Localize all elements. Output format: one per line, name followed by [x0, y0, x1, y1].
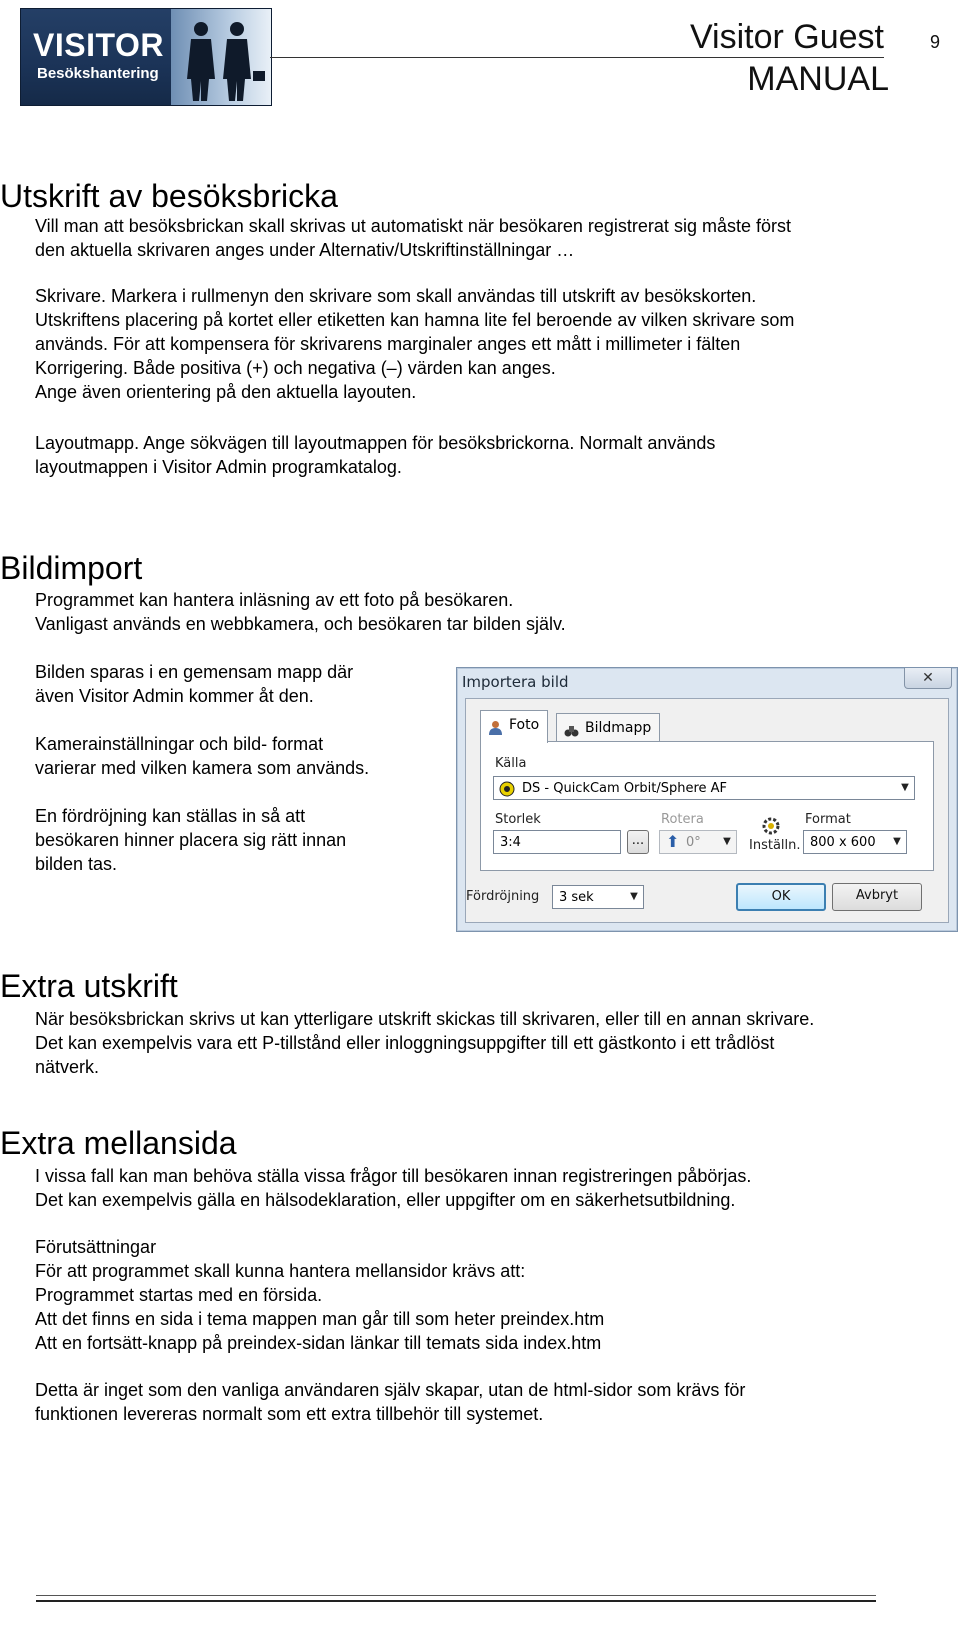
- paragraph-bildimport-4: En fördröjning kan ställas in så att besökaren hinner placera sig rätt innan bilden tas.: [35, 806, 347, 874]
- document-subtitle: MANUAL: [747, 60, 889, 98]
- footer-rule-thick: [36, 1600, 876, 1602]
- delay-value: 3 sek: [559, 890, 594, 905]
- arrow-up-icon: ⬆: [666, 832, 680, 851]
- foto-panel: [480, 741, 934, 871]
- format-value: 800 x 600: [810, 835, 876, 850]
- delay-select[interactable]: [552, 885, 644, 909]
- person-icon: [488, 717, 503, 732]
- heading-extra-utskrift: Extra utskrift: [0, 968, 178, 1004]
- page-number: 9: [930, 32, 941, 52]
- settings-label[interactable]: Inställn.: [749, 838, 801, 853]
- chevron-down-icon: ▼: [893, 836, 901, 847]
- rotate-value: 0°: [686, 835, 701, 850]
- rotate-label: Rotera: [661, 812, 704, 827]
- paragraph-bildimport-2: Bilden sparas i en gemensam mapp där även Visitor Admin kommer åt den.: [35, 662, 354, 706]
- heading-utskrift: Utskrift av besöksbricka: [0, 178, 338, 214]
- tab-bildmapp[interactable]: [556, 713, 660, 742]
- cancel-button[interactable]: Avbryt: [832, 883, 922, 911]
- logo-wordmark: VISITOR: [33, 27, 164, 63]
- close-button[interactable]: ✕: [904, 668, 952, 689]
- gear-icon[interactable]: [761, 816, 781, 836]
- footer-rule-thin: [36, 1595, 876, 1596]
- ok-button[interactable]: OK: [736, 883, 826, 911]
- rotate-select[interactable]: [659, 830, 737, 854]
- paragraph-bildimport-1: Programmet kan hantera inläsning av ett foto på besökaren. Vanligast används en webbkamera, och besökaren tar bilden själv.: [35, 590, 566, 634]
- chevron-down-icon: ▼: [901, 782, 909, 793]
- binoculars-icon: [564, 720, 579, 735]
- logo-tagline: Besökshantering: [37, 65, 159, 82]
- source-label: Källa: [495, 756, 527, 771]
- format-select[interactable]: [803, 830, 907, 854]
- camera-icon: [499, 781, 515, 797]
- tab-bildmapp-label: Bildmapp: [585, 720, 652, 736]
- paragraph-extra-utskrift: När besöksbrickan skrivs ut kan ytterligare utskrift skickas till skrivaren, eller till en annan skrivare. Det kan exempelvis vara ett P-tillstånd eller inloggningsuppgifter till ett gästkonto i ett trådlöst nätverk.: [35, 1009, 815, 1077]
- browse-button[interactable]: ...: [627, 830, 649, 854]
- delay-label: Fördröjning: [466, 889, 540, 904]
- paragraph-utskrift-3: Layoutmapp. Ange sökvägen till layoutmappen för besöksbrickorna. Normalt används layoutmappen i Visitor Admin programkatalog.: [35, 433, 716, 477]
- logo-businessmen-image: [171, 9, 271, 105]
- dialog-title: Importera bild: [462, 673, 569, 691]
- size-value: 3:4: [500, 835, 521, 850]
- import-image-dialog: [456, 667, 958, 932]
- tab-foto-label: Foto: [509, 717, 540, 733]
- source-value: DS - QuickCam Orbit/Sphere AF: [522, 781, 728, 796]
- format-label: Format: [805, 812, 851, 827]
- size-field[interactable]: [493, 830, 621, 854]
- tab-foto[interactable]: [480, 710, 548, 743]
- paragraph-mellansida-1: I vissa fall kan man behöva ställa vissa frågor till besökaren innan registreringen påbörjas. Det kan exempelvis gälla en hälsodeklaration, eller uppgifter om en säkerhetsutbildning.: [35, 1166, 752, 1210]
- source-select[interactable]: [493, 776, 915, 800]
- visitor-logo: [20, 8, 272, 106]
- paragraph-mellansida-2: Förutsättningar För att programmet skall kunna hantera mellansidor krävs att: Programmet startas med en försida. Att det finns en sida i tema mappen man går till som heter preindex.htm Att en fortsätt-knapp på preindex-sidan länkar till temats sida index.htm: [35, 1237, 605, 1353]
- chevron-down-icon: ▼: [723, 836, 731, 847]
- heading-extra-mellansida: Extra mellansida: [0, 1125, 237, 1161]
- header-rule: [270, 57, 884, 58]
- paragraph-utskrift-1: Vill man att besöksbrickan skall skrivas ut automatiskt när besökaren registrerat sig måste först den aktuella skrivaren anges under Alternativ/Utskriftinställningar …: [35, 216, 791, 260]
- size-label: Storlek: [495, 812, 541, 827]
- paragraph-mellansida-3: Detta är inget som den vanliga användaren själv skapar, utan de html-sidor som krävs för funktionen levereras normalt som ett extra tillbehör till systemet.: [35, 1380, 746, 1424]
- chevron-down-icon: ▼: [630, 891, 638, 902]
- document-title: Visitor Guest: [689, 18, 884, 56]
- paragraph-bildimport-3: Kamerainställningar och bild- format varierar med vilken kamera som används.: [35, 734, 370, 778]
- dialog-body: [465, 698, 949, 923]
- paragraph-utskrift-2: Skrivare. Markera i rullmenyn den skrivare som skall användas till utskrift av besökskorten. Utskriftens placering på kortet eller etiketten kan hamna lite fel beroende av vilken skrivare som används. För att kompensera för skrivarens marginaler anges ett mått i millimeter i fälten Korrigering. Både positiva (+) och negativa (–) värden kan anges. Ange även orientering på den aktuella layouten.: [35, 286, 795, 402]
- heading-bildimport: Bildimport: [0, 550, 143, 586]
